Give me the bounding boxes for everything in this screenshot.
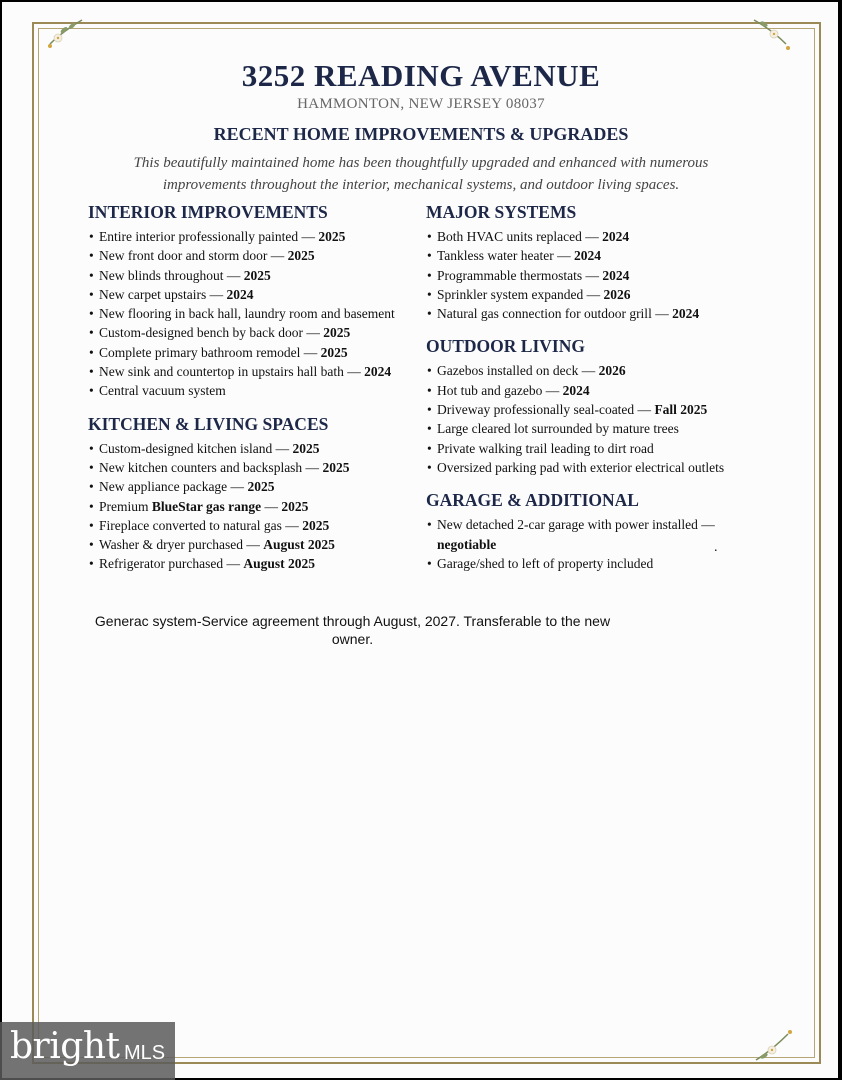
list-item xyxy=(88,381,428,400)
item-emphasis: 2024 xyxy=(562,382,590,398)
kitchen-list xyxy=(88,439,428,574)
watermark-suffix: MLS xyxy=(124,1042,166,1064)
item-text-after: — xyxy=(261,498,282,514)
bright-mls-watermark xyxy=(0,1022,175,1080)
item-text: Custom-designed bench by back door — xyxy=(99,325,324,341)
item-text: Central vacuum system xyxy=(99,383,226,399)
item-emphasis: 2025 xyxy=(323,325,351,341)
item-text: New front door and storm door — xyxy=(99,248,288,264)
systems-section-title: MAJOR SYSTEMS xyxy=(426,202,577,222)
list-item xyxy=(88,323,428,342)
list-item xyxy=(88,554,428,573)
item-emphasis: 2025 xyxy=(322,459,350,475)
item-emphasis: 2025 xyxy=(318,229,346,244)
item-text: Entire interior professionally painted — xyxy=(99,229,319,244)
improvements-heading: RECENT HOME IMPROVEMENTS & UPGRADES xyxy=(213,124,629,144)
list-item xyxy=(88,246,428,265)
list-item xyxy=(426,381,756,400)
item-text: Large cleared lot surrounded by mature trees xyxy=(437,421,679,437)
item-text: Washer & dryer purchased — xyxy=(99,537,264,553)
item-emphasis: 2025 xyxy=(302,517,330,533)
list-item xyxy=(88,439,428,458)
list-item xyxy=(426,515,756,554)
list-item xyxy=(426,227,756,246)
city-state-zip: HAMMONTON, NEW JERSEY 08037 xyxy=(297,96,545,112)
item-text: Sprinkler system expanded — xyxy=(437,286,604,302)
item-text: New blinds throughout — xyxy=(99,267,244,283)
watermark-brand: bright xyxy=(10,1026,120,1067)
flower-ornament-icon xyxy=(752,14,792,54)
item-text: New flooring in back hall, laundry room and basement xyxy=(99,306,395,322)
item-emphasis: 2025 xyxy=(281,498,309,514)
item-emphasis: 2025 xyxy=(287,248,315,264)
item-emphasis: August 2025 xyxy=(243,556,315,572)
list-item xyxy=(426,458,756,477)
outdoor-section-title: OUTDOOR LIVING xyxy=(426,336,585,357)
garage-list xyxy=(426,515,756,573)
item-text: New appliance package — xyxy=(99,479,248,495)
list-item xyxy=(88,285,428,304)
item-text: Both HVAC units replaced — xyxy=(437,229,603,244)
item-text: Fireplace converted to natural gas — xyxy=(99,517,303,533)
garage-section-title: GARAGE & ADDITIONAL xyxy=(426,490,639,511)
list-item xyxy=(88,343,428,362)
item-emphasis: 2024 xyxy=(672,306,700,322)
list-item xyxy=(88,535,428,554)
item-emphasis: 2025 xyxy=(247,479,275,495)
intro-paragraph: This beautifully maintained home has been thoughtfully upgraded and enhanced with numerous improvements throughout the interior, mechanical systems, and outdoor living spaces. xyxy=(133,155,709,193)
item-emphasis: 2026 xyxy=(603,286,631,302)
list-item xyxy=(88,497,428,516)
kitchen-section-title: KITCHEN & LIVING SPACES xyxy=(88,413,329,434)
list-item xyxy=(426,439,756,458)
list-item xyxy=(88,227,428,246)
generac-notice: Generac system-Service agreement through August, 2027. Transferable to the new owner. xyxy=(94,613,611,647)
item-text: Programmable thermostats — xyxy=(437,267,603,283)
item-text: Custom-designed kitchen island — xyxy=(99,440,293,456)
item-text: Natural gas connection for outdoor grill — xyxy=(437,306,673,322)
list-item xyxy=(426,419,756,438)
list-item xyxy=(88,516,428,535)
interior-list xyxy=(88,227,428,401)
flower-ornament-icon xyxy=(44,14,84,54)
item-emphasis: Fall 2025 xyxy=(654,402,708,418)
list-item xyxy=(426,304,756,323)
left-column xyxy=(88,201,428,586)
item-text: Gazebos installed on deck — xyxy=(437,363,599,379)
stray-mark: . xyxy=(714,540,718,555)
list-item xyxy=(426,361,756,380)
list-item xyxy=(426,246,756,265)
item-text: Refrigerator purchased — xyxy=(99,556,244,572)
property-address: 3252 READING AVENUE xyxy=(241,58,601,93)
item-emphasis: 2024 xyxy=(364,364,392,380)
list-item xyxy=(426,266,756,285)
list-item xyxy=(88,266,428,285)
right-column xyxy=(426,201,756,585)
systems-list xyxy=(426,227,756,323)
item-text: Tankless water heater — xyxy=(437,248,574,264)
item-text: Garage/shed to left of property included xyxy=(437,555,654,571)
list-item xyxy=(88,362,428,381)
item-emphasis: 2025 xyxy=(243,267,271,283)
list-item xyxy=(426,400,756,419)
outdoor-list xyxy=(426,361,756,477)
list-item xyxy=(88,458,428,477)
item-emphasis: BlueStar gas range xyxy=(151,498,262,514)
item-text: Complete primary bathroom remodel — xyxy=(99,344,321,360)
item-text: Driveway professionally seal-coated — xyxy=(437,402,655,418)
item-emphasis: 2026 xyxy=(598,363,626,379)
flower-ornament-icon xyxy=(752,1026,792,1066)
interior-section-title: INTERIOR IMPROVEMENTS xyxy=(88,202,328,222)
item-emphasis: 2024 xyxy=(602,229,630,244)
item-emphasis: 2024 xyxy=(602,267,630,283)
item-text: New detached 2-car garage with power installed — xyxy=(437,517,715,533)
item-emphasis: August 2025 xyxy=(263,537,335,553)
item-text: Hot tub and gazebo — xyxy=(437,382,563,398)
item-emphasis: 2025 xyxy=(320,344,348,360)
list-item xyxy=(426,554,756,573)
item-text: Premium xyxy=(99,498,152,514)
item-emphasis: negotiable xyxy=(437,536,497,552)
item-emphasis: 2025 xyxy=(292,440,320,456)
item-text: Private walking trail leading to dirt road xyxy=(437,440,654,456)
list-item xyxy=(88,304,428,323)
item-text: New kitchen counters and backsplash — xyxy=(99,459,323,475)
item-emphasis: 2024 xyxy=(226,286,254,302)
list-item xyxy=(88,477,428,496)
item-emphasis: 2024 xyxy=(574,248,601,264)
item-text: Oversized parking pad with exterior electrical outlets xyxy=(437,459,725,475)
list-item xyxy=(426,285,756,304)
item-text: New carpet upstairs — xyxy=(99,286,227,302)
item-text: New sink and countertop in upstairs hall bath — xyxy=(99,364,365,380)
